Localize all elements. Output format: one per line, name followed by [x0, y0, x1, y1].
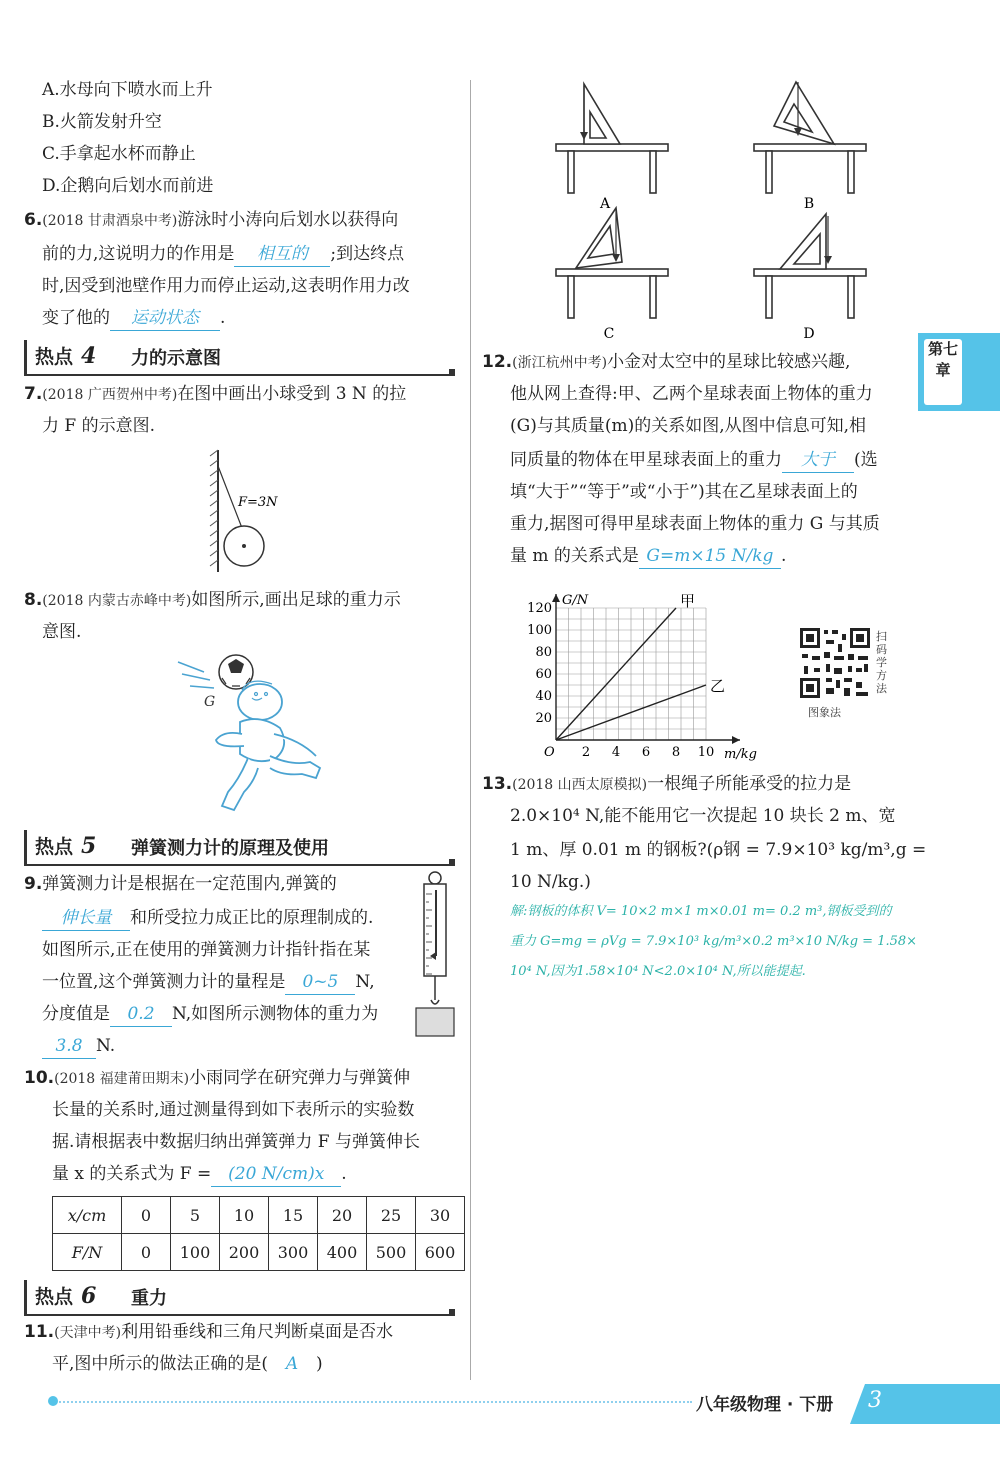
footer-book-title: 八年级物理 · 下册 — [696, 1395, 834, 1415]
table-cell: 100 — [171, 1234, 220, 1271]
q12-text: (选 — [854, 450, 878, 470]
answer-blank: G=m×15 N/kg — [639, 544, 781, 569]
section-heading-5 — [24, 830, 455, 866]
heading-marker — [449, 369, 455, 375]
q13-line3: 1 m、厚 0.01 m 的钢板?(ρ钢 = 7.9×10³ kg/m³,g = — [510, 840, 927, 860]
q9-line6 — [42, 1030, 115, 1062]
option-label-b: B — [803, 196, 815, 212]
y-tick-label: 100 — [527, 623, 552, 638]
table-cell: F/N — [53, 1234, 122, 1271]
y-tick-label: 20 — [535, 711, 552, 726]
table-cell: 30 — [416, 1197, 465, 1234]
q7-text: 在图中画出小球受到 3 N 的拉 — [177, 384, 407, 404]
spring-scale-figure — [412, 870, 458, 1040]
q11-line2 — [52, 1348, 323, 1380]
q12-line2: 他从网上查得:甲、乙两个星球表面上物体的重力 — [510, 384, 873, 404]
q8-line1 — [24, 584, 401, 617]
table-cell: 200 — [220, 1234, 269, 1271]
y-tick-label: 60 — [535, 667, 552, 682]
q6-line2 — [42, 238, 404, 270]
option-label-d: D — [803, 326, 815, 342]
q5-option-a: A.水母向下喷水而上升 — [42, 80, 213, 100]
force-label: F=3N — [238, 495, 278, 510]
question-source: (2018 内蒙古赤峰中考) — [42, 593, 192, 609]
answer-blank: 大于 — [782, 448, 854, 473]
spring-data-table — [52, 1196, 465, 1271]
q8-soccer-figure — [170, 650, 330, 820]
q7-line1 — [24, 378, 406, 411]
heading-title: 弹簧测力计的原理及使用 — [131, 838, 329, 859]
question-number: 9. — [24, 874, 43, 894]
section-heading-6 — [24, 1280, 455, 1316]
q13-line1 — [482, 768, 851, 801]
q9-text: N,如图所示测物体的重力为 — [172, 1004, 379, 1024]
answer-blank: (20 N/cm)x — [211, 1162, 341, 1187]
q12-line7 — [510, 540, 786, 572]
y-tick-label: 40 — [535, 689, 552, 704]
series-label: 乙 — [710, 677, 726, 695]
table-row — [53, 1234, 465, 1271]
q9-line4 — [42, 966, 375, 998]
q7-line2: 力 F 的示意图. — [42, 416, 156, 436]
q10-text: 量 x 的关系式为 F = — [52, 1164, 212, 1184]
footer-dotted-line — [52, 1401, 692, 1403]
q6-text: 变了他的 — [42, 308, 110, 328]
answer-blank: 运动状态 — [110, 306, 220, 331]
table-cell: 10 — [220, 1197, 269, 1234]
q10-line4 — [52, 1158, 347, 1190]
q13-solution-line3: 10⁴ N,因为1.58×10⁴ N<2.0×10⁴ N,所以能提起. — [510, 964, 806, 979]
g-m-chart — [510, 576, 770, 766]
q9-text: 和所受拉力成正比的原理制成的. — [130, 908, 374, 928]
column-divider — [470, 80, 471, 1380]
heading-label: 热点 4 — [35, 343, 97, 369]
q5-option-c: C.手拿起水杯而静止 — [42, 144, 196, 164]
table-cell: x/cm — [53, 1197, 122, 1234]
question-source: (2018 山西太原模拟) — [512, 777, 648, 793]
q9-line5 — [42, 998, 378, 1030]
table-cell: 600 — [416, 1234, 465, 1271]
question-source: (浙江杭州中考) — [512, 355, 608, 371]
q13-solution-line2: 重力 G=mg = ρVg = 7.9×10³ kg/m³×0.2 m³×10 N/kg = 1.58× — [510, 934, 918, 949]
table-cell: 400 — [318, 1234, 367, 1271]
table-cell: 25 — [367, 1197, 416, 1234]
q13-line2: 2.0×10⁴ N,能不能用它一次提起 10 块长 2 m、宽 — [510, 806, 896, 826]
heading-label: 热点 6 — [35, 1283, 97, 1309]
q12-text: 小金对太空中的星球比较感兴趣, — [607, 352, 851, 372]
option-label-c: C — [603, 326, 615, 342]
q6-text: 游泳时小涛向后划水以获得向 — [177, 210, 399, 230]
x-tick-label: 4 — [611, 745, 621, 760]
question-source: (2018 甘肃酒泉中考) — [42, 213, 178, 229]
q12-text: 同质量的物体在甲星球表面上的重力 — [510, 450, 782, 470]
question-number: 8. — [24, 590, 43, 610]
q10-line3: 据.请根据表中数据归纳出弹簧弹力 F 与弹簧伸长 — [52, 1132, 421, 1152]
heading-marker — [449, 1309, 455, 1315]
x-axis-arrow — [732, 736, 740, 744]
qr-caption: 图象法 — [808, 706, 841, 719]
q9-text: 弹簧测力计是根据在一定范围内,弹簧的 — [42, 874, 337, 894]
heading-number: 4 — [81, 343, 97, 369]
q8-line2: 意图. — [42, 622, 82, 642]
q11-line1 — [24, 1316, 393, 1349]
q9-text: 分度值是 — [42, 1004, 110, 1024]
section-heading-4 — [24, 340, 455, 376]
q5-option-d: D.企鹅向后划水而前进 — [42, 176, 214, 196]
q13-line4: 10 N/kg.) — [510, 872, 591, 892]
q9-line3: 如图所示,正在使用的弹簧测力计指针指在某 — [42, 940, 371, 960]
q6-text: ;到达终点 — [330, 244, 405, 264]
heading-number: 6 — [81, 1283, 97, 1309]
y-tick-label: 120 — [527, 601, 552, 616]
answer-choice: A — [285, 1354, 299, 1374]
table-cell: 5 — [171, 1197, 220, 1234]
x-tick-label: 10 — [697, 745, 715, 760]
chapter-tab[interactable] — [918, 333, 1000, 411]
q6-line4 — [42, 302, 225, 334]
heading-label: 热点 5 — [35, 833, 97, 859]
q11-options-figure — [548, 76, 878, 344]
table-cell: 300 — [269, 1234, 318, 1271]
q9-text: N, — [355, 972, 375, 992]
qr-side-label: 扫码学方法 — [876, 630, 887, 695]
q13-text: 一根绳子所能承受的拉力是 — [647, 774, 852, 794]
heading-title: 重力 — [131, 1288, 167, 1309]
q12-line6: 重力,据图可得甲星球表面上物体的重力 G 与其质 — [510, 514, 880, 534]
q13-solution-line1: 解:钢板的体积 V= 10×2 m×1 m×0.01 m= 0.2 m³,钢板受到的 — [510, 904, 892, 919]
heading-title: 力的示意图 — [131, 348, 221, 369]
q11-text: 平,图中所示的做法正确的是( — [52, 1354, 269, 1374]
answer-blank: 0~5 — [285, 970, 355, 995]
question-number: 12. — [482, 352, 513, 372]
series-label: 甲 — [680, 592, 696, 610]
option-label-a: A — [599, 196, 611, 212]
gravity-label: G — [204, 694, 216, 710]
question-source: (天津中考) — [54, 1325, 122, 1341]
q11-text: 利用铅垂线和三角尺判断桌面是否水 — [121, 1322, 394, 1342]
q12-line3: (G)与其质量(m)的关系如图,从图中信息可知,相 — [510, 416, 867, 436]
q6-line1 — [24, 204, 398, 237]
x-tick-label: 2 — [581, 745, 591, 760]
question-number: 10. — [24, 1068, 55, 1088]
question-number: 6. — [24, 210, 43, 230]
q7-pendulum-figure — [200, 446, 290, 576]
q9-text: 一位置,这个弹簧测力计的量程是 — [42, 972, 286, 992]
table-cell: 0 — [122, 1234, 171, 1271]
y-axis-label: G/N — [562, 593, 589, 608]
q10-text: 小雨同学在研究弹力与弹簧伸 — [189, 1068, 411, 1088]
question-source: (2018 福建莆田期末) — [54, 1071, 190, 1087]
q9-line1 — [24, 868, 337, 900]
answer-blank: 相互的 — [234, 242, 330, 267]
chapter-tab-label: 第七章 — [924, 339, 962, 405]
table-cell: 0 — [122, 1197, 171, 1234]
question-number: 13. — [482, 774, 513, 794]
question-number: 7. — [24, 384, 43, 404]
q5-option-b: B.火箭发射升空 — [42, 112, 162, 132]
q12-text: 量 m 的关系式是 — [510, 546, 639, 566]
x-tick-label: 8 — [671, 745, 681, 760]
q6-line3: 时,因受到池壁作用力而停止运动,这表明作用力改 — [42, 276, 410, 296]
origin-label: O — [544, 745, 555, 760]
q12-text: . — [780, 546, 787, 566]
answer-blank: 伸长量 — [42, 906, 130, 931]
q10-line1 — [24, 1062, 410, 1095]
heading-marker — [449, 859, 455, 865]
page-number: 3 — [868, 1388, 882, 1413]
answer-blank: 3.8 — [42, 1034, 96, 1059]
q10-line2: 长量的关系时,通过测量得到如下表所示的实验数 — [52, 1100, 415, 1120]
table-cell: 20 — [318, 1197, 367, 1234]
x-axis-label: m/kg — [724, 747, 757, 762]
q12-line5: 填“大于”“等于”或“小于”)其在乙星球表面上的 — [510, 482, 858, 502]
q8-text: 如图所示,画出足球的重力示 — [191, 590, 401, 610]
question-number: 11. — [24, 1322, 55, 1342]
answer-blank: 0.2 — [110, 1002, 172, 1027]
x-tick-label: 6 — [641, 745, 651, 760]
q10-text: . — [341, 1164, 347, 1184]
q9-line2 — [42, 902, 373, 934]
heading-number: 5 — [81, 833, 97, 859]
y-axis-arrow — [552, 594, 560, 602]
q11-text: ) — [316, 1354, 323, 1374]
table-row — [53, 1197, 465, 1234]
q6-text: . — [220, 308, 226, 328]
table-cell: 500 — [367, 1234, 416, 1271]
table-cell: 15 — [269, 1197, 318, 1234]
q6-text: 前的力,这说明力的作用是 — [42, 244, 235, 264]
footer-dot-icon — [48, 1396, 58, 1406]
y-tick-label: 80 — [535, 645, 552, 660]
q12-line4 — [510, 444, 878, 476]
question-source: (2018 广西贺州中考) — [42, 387, 178, 403]
qr-code-icon[interactable] — [798, 626, 872, 700]
q12-line1 — [482, 346, 850, 379]
q9-text: N. — [96, 1036, 116, 1056]
